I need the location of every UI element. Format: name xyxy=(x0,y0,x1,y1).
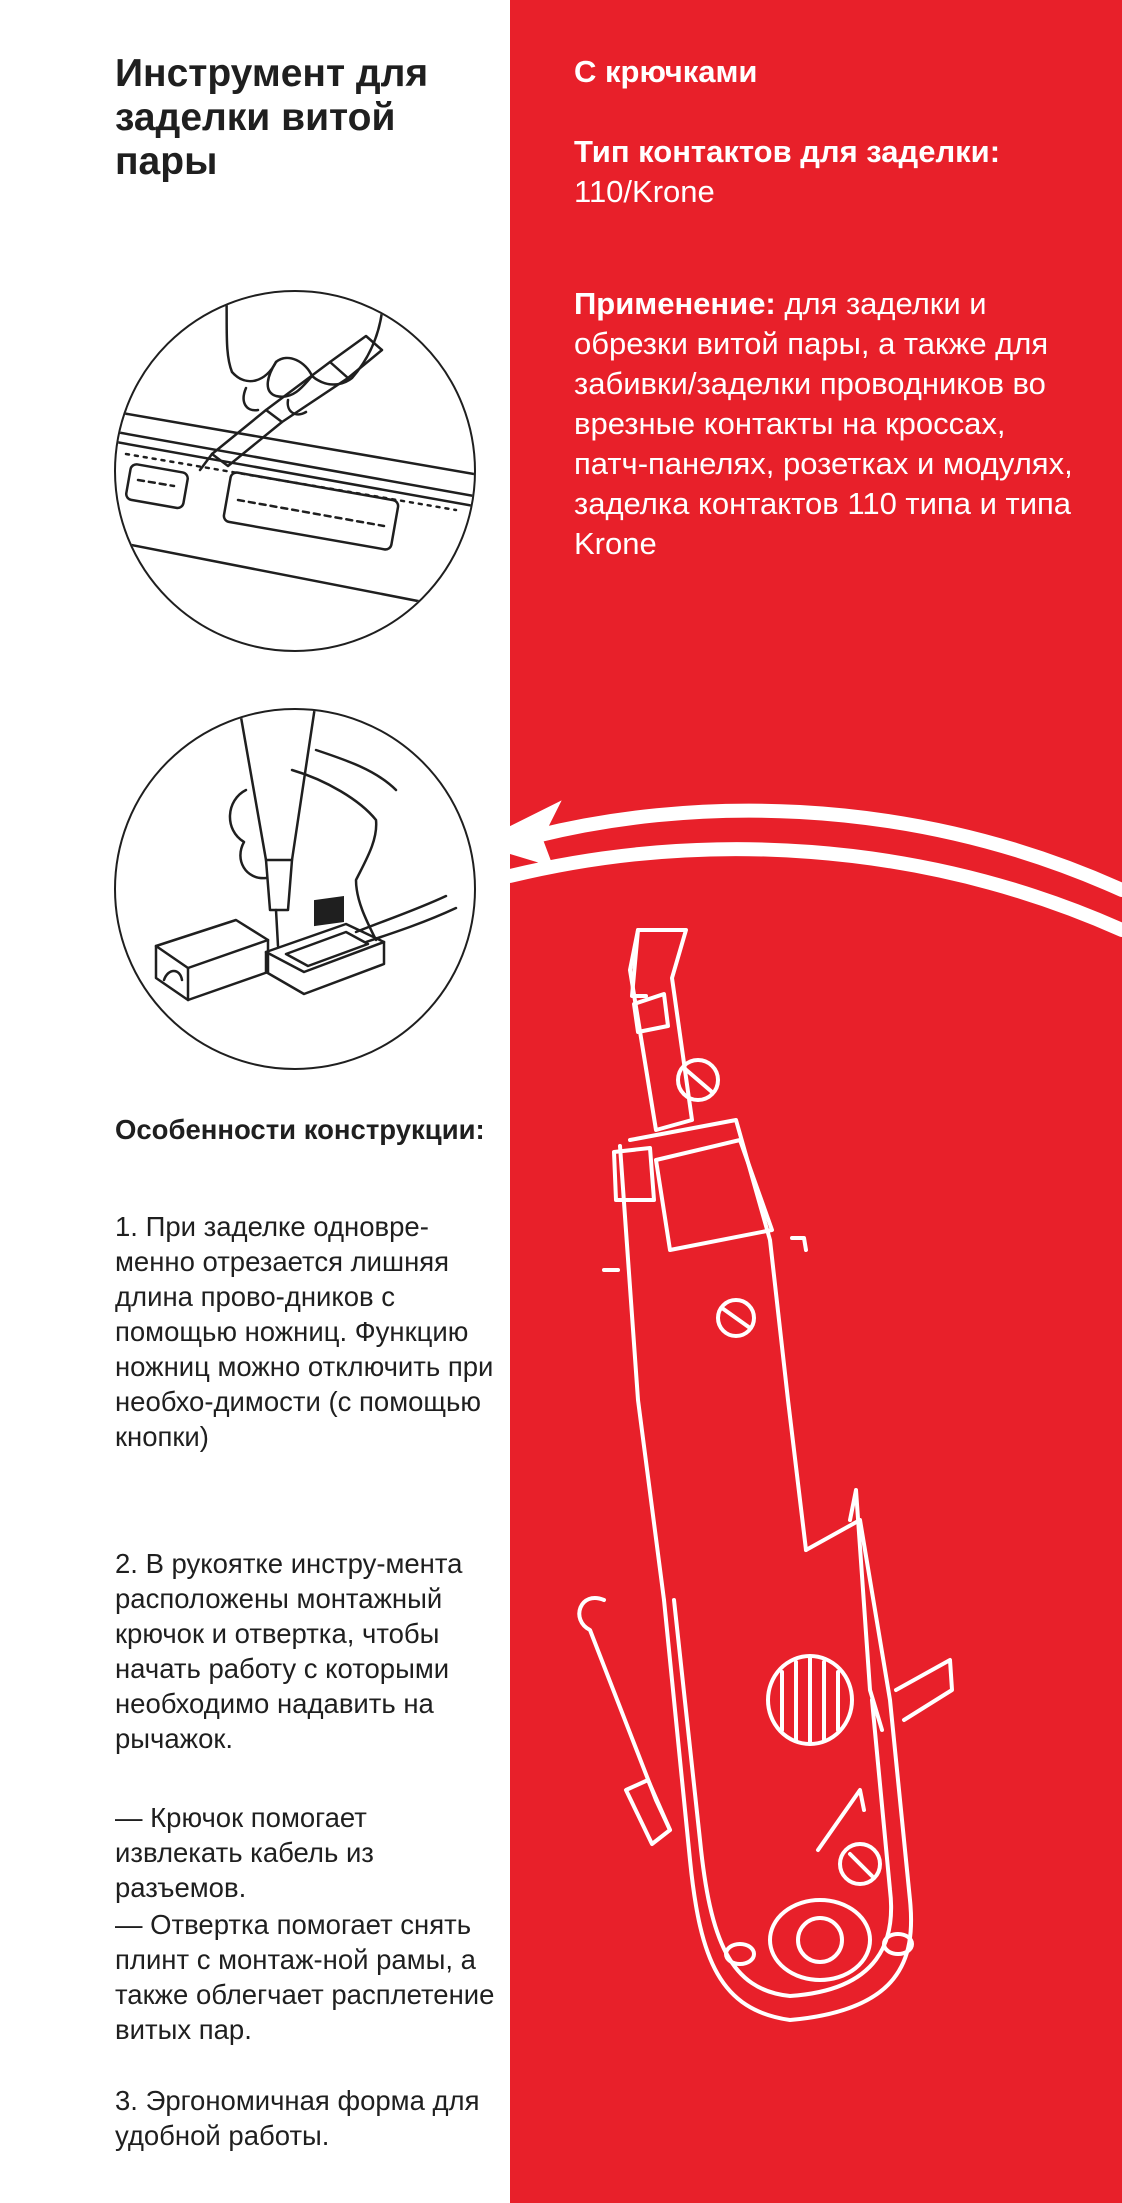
application-text: для заделки и обрезки витой пары, а также для забивки/заделки проводников во врезные контакты на кроссах, патч-панелях, розетках и модулях, заделка контактов 110 типа и типа Krone xyxy=(574,286,1073,561)
feature-item-2-screwdriver: — Отвертка помогает снять плинт с монтаж-ной рамы, а также облегчает расплетение витых пар. xyxy=(115,1909,495,2045)
contact-type-block xyxy=(574,132,1074,212)
patch-panel-illustration xyxy=(114,290,476,652)
contact-type-label: Тип контактов для заделки: xyxy=(574,134,1001,169)
feature-item-1: 1. При заделке одновре-менно отрезается лишняя длина прово-дников с помощью ножниц. Функцию ножниц можно отключить при необхо-димости (с помощью кнопки) xyxy=(115,1211,494,1452)
keystone-module-illustration xyxy=(114,708,476,1070)
feature-item-2-hook: — Крючок помогает извлекать кабель из разъемов. xyxy=(115,1802,374,1903)
features-title: Особенности конструкции: xyxy=(115,1114,485,1145)
feature-item-3: 3. Эргономичная форма для удобной работы. xyxy=(115,2085,480,2151)
feature-item-2: 2. В рукоятке инстру-мента расположены монтажный крючок и отвертка, чтобы начать работу с которыми необходимо надавить на рычажок. xyxy=(115,1548,463,1754)
punch-down-tool-illustration xyxy=(560,900,1000,2100)
application-block xyxy=(574,284,1074,564)
subtitle: С крючками xyxy=(574,54,758,89)
application-label: Применение: xyxy=(574,286,776,321)
contact-type-value: 110/Krone xyxy=(574,174,715,209)
page-title: Инструмент для заделки витой пары xyxy=(115,52,429,183)
